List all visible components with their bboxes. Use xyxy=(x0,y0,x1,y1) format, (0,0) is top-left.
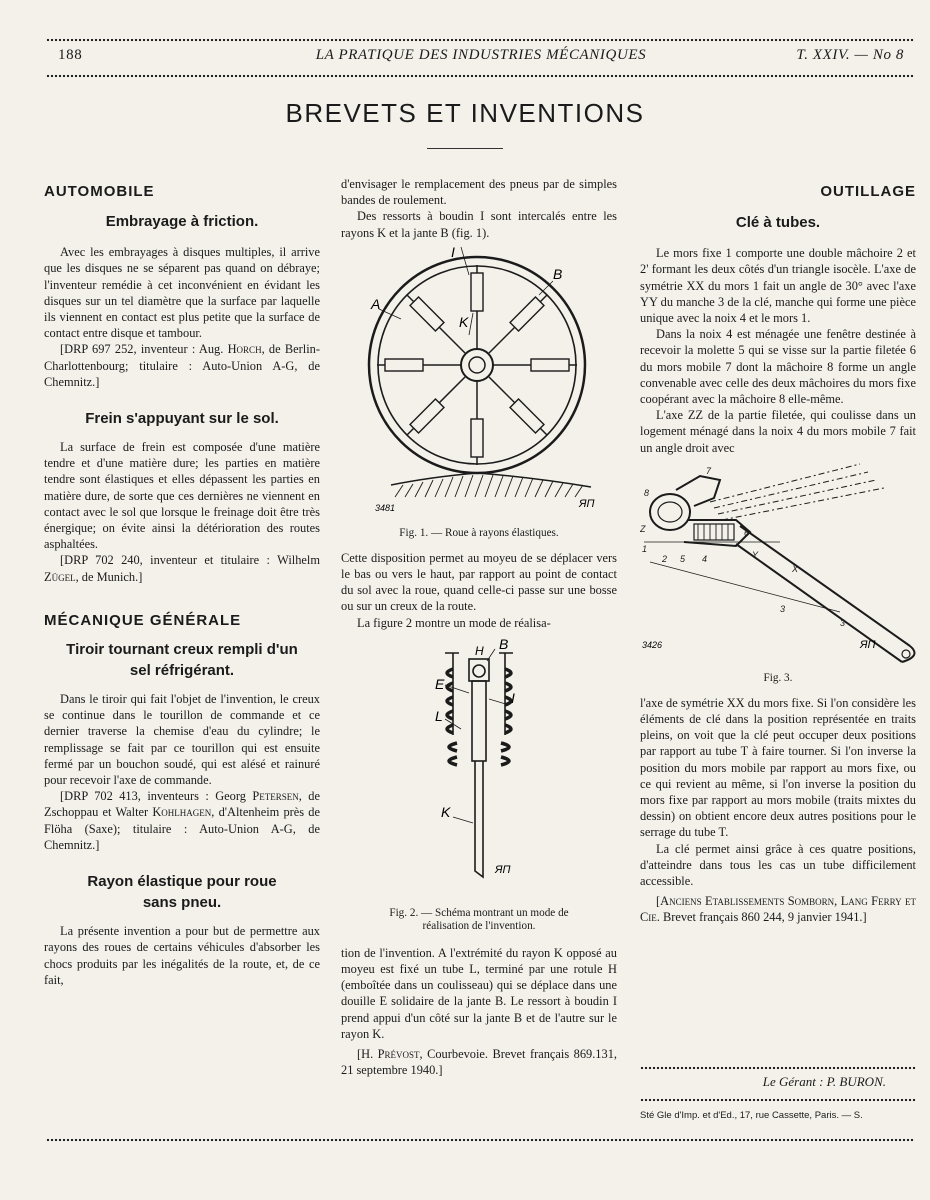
figure-2-caption: Fig. 2. — Schéma montrant un mode de réalisation de l'invention. xyxy=(389,906,569,932)
article-text-embrayage: Avec les embrayages à disques multiples, il arrive que les disques ne se séparent pas quand on débraye; l'inventeur remédie à cet inconvénient en évidant les disques sur un tel diamètre que la surface par laquelle ils viennent en contact est plus petite que la surface de contact entre disque et tambour. xyxy=(44,245,320,341)
article-title-rayon: Rayon élastique pour roue sans pneu. xyxy=(87,873,277,912)
article-ref-embrayage: [DRP 697 252, inventeur : Aug. Horch, de Berlin-Charlottenbourg; titulaire : Auto-Union A-G, de Chemnitz.] xyxy=(44,342,320,389)
svg-text:Z: Z xyxy=(640,523,646,534)
fig2-label-h: H xyxy=(475,643,484,658)
svg-text:X: X xyxy=(792,563,799,574)
paragraph-ressorts: Des ressorts à boudin I sont intercalés entre les rayons K et la jante B (fig. 1). xyxy=(341,209,617,240)
svg-text:3: 3 xyxy=(840,617,846,628)
figure-3-caption: Fig. 3. xyxy=(763,671,793,684)
page-number: 188 xyxy=(58,47,83,63)
paragraph-positions: La clé permet ainsi grâce à ces quatre positions, d'atteindre dans tous les cas un tube difficilement accessible. xyxy=(640,841,916,889)
article-title-tiroir: Tiroir tournant creux rempli d'un sel réfrigérant. xyxy=(66,641,298,680)
paragraph-realisation: tion de l'invention. A l'extrémité du rayon K opposé au moyeu est fixé un tube L, terminé par une rotule H (emboîtée dans un coulisseau) qui se déplace dans une douille E solidaire de la jante B. Le ressort à boudin I prend appui d'un côté sur la jante B et de l'autre sur le rayon K. xyxy=(341,945,617,1041)
fig2-label-i: I xyxy=(511,689,515,706)
column-right xyxy=(640,184,916,926)
section-mecanique-generale: MÉCANIQUE GÉNÉRALE xyxy=(44,611,242,629)
paragraph-pneus: d'envisager le remplacement des pneus par de simples bandes de roulement. xyxy=(341,177,617,208)
figure-3-tube-wrench xyxy=(640,462,916,672)
svg-text:3: 3 xyxy=(780,603,786,614)
svg-text:2: 2 xyxy=(662,553,668,564)
title-rule xyxy=(427,148,503,149)
paragraph-mors-fixe: Le mors fixe 1 comporte une double mâchoire 2 et 2' formant les deux côtés d'un triangle isocèle. L'axe de symétrie XX du mors 1 fait un angle de 30° avec l'axe YY du manche 3 de la clé, manche qui forme une pièce unique avec la noix 4 et le mors 1. xyxy=(640,246,916,326)
svg-text:5: 5 xyxy=(680,553,686,564)
fig1-label-i: I xyxy=(451,244,455,260)
fig1-label-b: B xyxy=(553,265,563,282)
article-ref-tiroir: [DRP 702 413, inventeurs : Georg Petersen, de Zschoppau et Walter Kohlhagen, d'Altenheim près de Flöha (Saxe); titulaire : Auto-Union A-G, de Chemnitz.] xyxy=(44,789,320,852)
article-title-cle: Clé à tubes. xyxy=(735,214,821,232)
fig2-label-e: E xyxy=(435,675,445,692)
reference-somborn: [Anciens Etablissements Somborn, Lang Ferry et Cie. Brevet français 860 244, 9 janvier 1941.] xyxy=(640,894,916,925)
section-outillage: OUTILLAGE xyxy=(820,183,916,200)
article-text-tiroir: Dans le tiroir qui fait l'objet de l'invention, le creux se continue dans le tourillon de commande et ce dernier traverse la chemise d'eau du cylindre; le remplissage se fait par ce tourillon qui est ensuite fermé par un bouchon soudé, qui est alésé et rainuré pour recevoir l'axe de commande. xyxy=(44,692,320,788)
article-title-frein: Frein s'appuyant sur le sol. xyxy=(85,410,279,428)
svg-text:6: 6 xyxy=(744,527,750,538)
svg-text:8: 8 xyxy=(644,487,650,498)
figure-2-spring-spoke xyxy=(341,639,617,903)
fig2-label-l: L xyxy=(435,707,443,724)
svg-text:ЯП: ЯП xyxy=(495,863,511,876)
journal-title: LA PRATIQUE DES INDUSTRIES MÉCANIQUES xyxy=(315,47,647,63)
fig2-label-b: B xyxy=(499,638,509,652)
column-left xyxy=(44,184,320,988)
paragraph-axe-zz: L'axe ZZ de la partie filetée, qui coulisse dans un logement ménagé dans la noix 4 du mors mobile 7 fait un angle droit avec xyxy=(640,408,916,455)
svg-text:Y: Y xyxy=(752,549,759,560)
paragraph-symetrie: l'axe de symétrie XX du mors fixe. Si l'on considère les éléments de clé dans la position représentée en traits pleins, on voit que la clé peut occuper deux positions par rapport au tube T à faire tourner. Si l'on inverse la position du mors mobile par rapport au mors fixe, ou ce qui revient au même, si l'on inverse la position du mors fixe par rapport au mors mobile (traits mixtes du dessin) on obtient encore deux autres positions pour le serrage du tube T. xyxy=(640,695,916,840)
top-dotted-rule xyxy=(46,38,914,42)
gerant-rule-bottom xyxy=(640,1098,916,1102)
figure-1-wheel xyxy=(341,245,617,525)
article-title-embrayage: Embrayage à friction. xyxy=(105,213,259,231)
fig3-plate-number: 3426 xyxy=(642,639,663,650)
article-ref-frein: [DRP 702 240, inventeur et titulaire : Wilhelm Zügel, de Munich.] xyxy=(44,553,320,584)
bottom-dotted-rule xyxy=(46,1138,914,1142)
volume-number: T. XXIV. — No 8 xyxy=(796,47,904,63)
fig1-label-k: K xyxy=(459,313,469,330)
reference-prevost: [H. Prévost, Courbevoie. Brevet français 869.131, 21 septembre 1940.] xyxy=(341,1047,617,1078)
header-dotted-rule xyxy=(46,74,914,78)
paragraph-disposition: Cette disposition permet au moyeu de se déplacer vers le bas ou vers le haut, par rapport au point de contact du sol avec la roue, quand celle-ci passe sur une bosse ou sur un creux de la route. xyxy=(341,550,617,614)
article-text-frein: La surface de frein est composée d'une matière tendre et d'une matière dure; les parties en matière tendre sont élastiques et elles dépassent les parties en matière dure, de sorte que ces dernières ne viennent en contact avec le sol que lorsque le freinage doit être très énergique; on évite ainsi la détérioration des routes asphaltées. xyxy=(44,440,320,552)
fig1-label-a: A xyxy=(371,295,381,312)
running-header xyxy=(58,47,904,67)
article-text-rayon: La présente invention a pour but de permettre aux rayons des roues de certains véhicules d'absorber les chocs produits par les inégalités de la route, et, de ce fait, xyxy=(44,924,320,987)
svg-text:4: 4 xyxy=(702,553,708,564)
svg-text:ЯП: ЯП xyxy=(579,497,595,510)
svg-text:7: 7 xyxy=(706,465,712,476)
paragraph-figure2-intro: La figure 2 montre un mode de réalisa- xyxy=(357,615,551,630)
column-middle xyxy=(341,176,617,1078)
fig2-label-k: K xyxy=(441,803,451,820)
fig1-plate-number: 3481 xyxy=(375,502,396,513)
svg-text:1: 1 xyxy=(642,543,648,554)
svg-text:ЯП: ЯП xyxy=(860,638,876,651)
paragraph-noix: Dans la noix 4 est ménagée une fenêtre destinée à recevoir la molette 5 qui se visse sur la partie filetée 6 du mors mobile 7 dont la mâchoire 8 forme un angle convenable avec celle des deux mâchoires du mors fixe coopérant avec la mâchoire 8 elle-même. xyxy=(640,327,916,407)
printer-line: Sté Gle d'Imp. et d'Ed., 17, rue Cassette, Paris. — S. xyxy=(640,1110,863,1121)
section-automobile: AUTOMOBILE xyxy=(44,183,155,200)
gerant-rule-top xyxy=(640,1066,916,1070)
figure-1-caption: Fig. 1. — Roue à rayons élastiques. xyxy=(399,526,559,539)
gerant-line: Le Gérant : P. BURON. xyxy=(762,1074,886,1089)
page-title: BREVETS ET INVENTIONS xyxy=(285,98,645,128)
